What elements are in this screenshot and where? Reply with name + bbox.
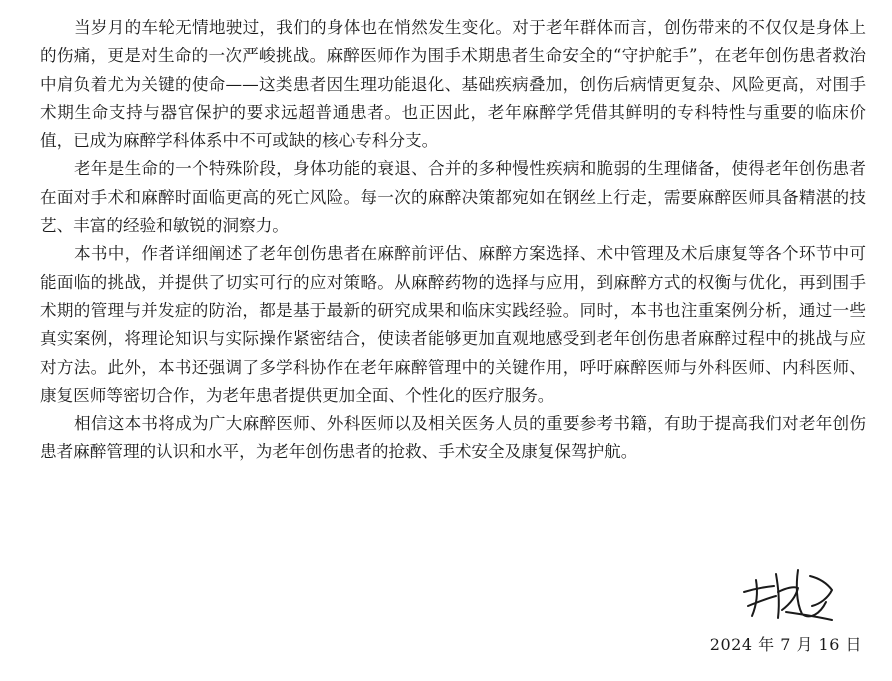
paragraph-3: 本书中，作者详细阐述了老年创伤患者在麻醉前评估、麻醉方案选择、术中管理及术后康复等各个环节中可能面临的挑战，并提供了切实可行的应对策略。从麻醉药物的选择与应用，到麻醉方式的权衡与优化，再到围手术期的管理与并发症的防治，都是基于最新的研究成果和临床实践经验。同时，本书也注重案例分析，通过一些真实案例，将理论知识与实际操作紧密结合，使读者能够更加直观地感受到老年创伤患者麻醉过程中的挑战与应对方法。此外，本书还强调了多学科协作在老年麻醉管理中的关键作用，呼吁麻醉医师与外科医师、内科医师、康复医师等密切合作，为老年患者提供更加全面、个性化的医疗服务。 (40, 244, 866, 405)
paragraph-2: 老年是生命的一个特殊阶段，身体功能的衰退、合并的多种慢性疾病和脆弱的生理储备，使得老年创伤患者在面对手术和麻醉时面临更高的死亡风险。每一次的麻醉决策都宛如在钢丝上行走，需要麻醉医师具备精湛的技艺、丰富的经验和敏锐的洞察力。 (40, 159, 866, 236)
handwritten-signature (740, 562, 840, 624)
paragraph-1: 当岁月的车轮无情地驶过，我们的身体也在悄然发生变化。对于老年群体而言，创伤带来的不仅仅是身体上的伤痛，更是对生命的一次严峻挑战。麻醉医师作为围手术期患者生命安全的“守护舵手”，在老年创伤患者救治中肩负着尤为关键的使命——这类患者因生理功能退化、基础疾病叠加，创伤后病情更复杂、风险更高，对围手术期生命支持与器官保护的要求远超普通患者。也正因此，老年麻醉学凭借其鲜明的专科特性与重要的临床价值，已成为麻醉学科体系中不可或缺的核心专科分支。 (40, 18, 866, 151)
paragraph-4: 相信这本书将成为广大麻醉医师、外科医师以及相关医务人员的重要参考书籍，有助于提高我们对老年创伤患者麻醉管理的认识和水平，为老年创伤患者的抢救、手术安全及康复保驾护航。 (40, 414, 866, 462)
date-line: 2024 年 7 月 16 日 (709, 635, 862, 654)
preface-body (40, 14, 866, 467)
